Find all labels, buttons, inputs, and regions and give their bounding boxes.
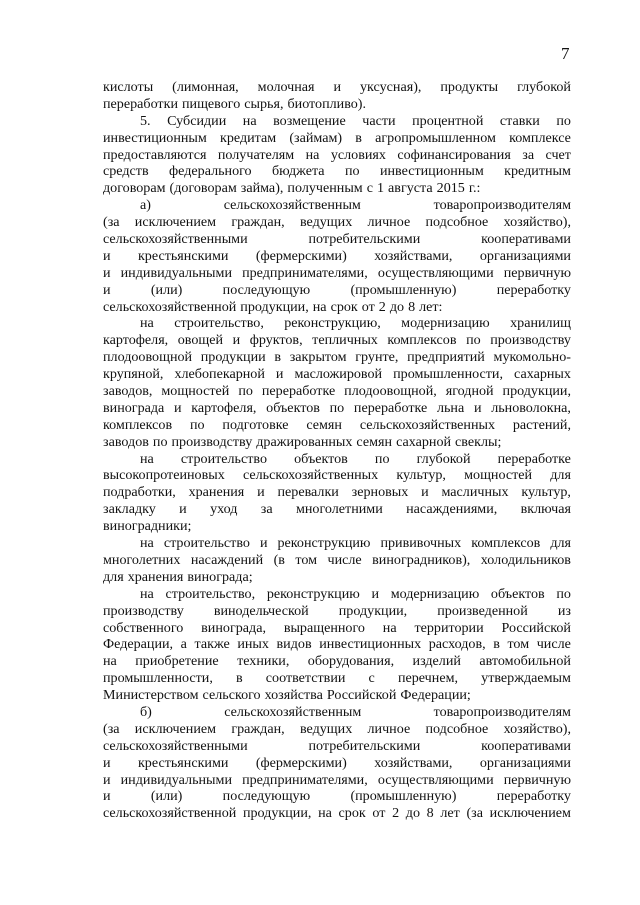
text-line: и (или) последующую (промышленную) переработку: [103, 788, 571, 805]
text-line: на строительство объектов по глубокой переработке: [140, 450, 571, 467]
text-line: инвестиционным кредитам (займам) в агропромышленном комплексе: [103, 129, 571, 146]
text-line: Министерством сельского хозяйства Российской Федерации;: [103, 687, 471, 704]
text-line: и крестьянскими (фермерскими) хозяйствами, организациями: [103, 247, 571, 264]
text-line: средств федерального бюджета по инвестиционным кредитным: [103, 163, 571, 180]
text-line: высокопротеиновых сельскохозяйственных культур, мощностей для: [103, 467, 571, 484]
text-line: на строительство, реконструкцию, модернизацию хранилищ: [140, 315, 571, 332]
text-line: картофеля, овощей и фруктов, тепличных комплексов по производству: [103, 332, 571, 349]
text-line: промышленности, в соответствии с перечнем, утверждаемым: [103, 670, 571, 687]
page-number: 7: [561, 44, 570, 63]
text-line: виноградники;: [103, 518, 192, 535]
text-line: и индивидуальными предпринимателями, осуществляющими первичную: [103, 264, 571, 281]
text-line: сельскохозяйственной продукции, на срок от 2 до 8 лет (за исключением: [103, 805, 571, 822]
text-line: винограда и картофеля, объектов по переработке льна и льноволокна,: [103, 399, 571, 416]
text-line: комплексов по подготовке семян сельскохозяйственных растений,: [103, 416, 571, 433]
text-line: производству винодельческой продукции, произведенной из: [103, 602, 571, 619]
text-line: собственного винограда, выращенного на территории Российской: [103, 619, 571, 636]
text-line: Федерации, а также иных видов инвестиционных расходов, в том числе: [103, 636, 571, 653]
text-line: на строительство и реконструкцию прививочных комплексов для: [140, 535, 571, 552]
text-line: договорам (договорам займа), полученным с 1 августа 2015 г.:: [103, 180, 481, 197]
text-line: заводов, мощностей по переработке плодоовощной, ягодной продукции,: [103, 383, 571, 400]
text-line: б) сельскохозяйственным товаропроизводителям: [140, 703, 571, 720]
text-line: заводов по производству дражированных семян сахарной свеклы;: [103, 433, 502, 450]
text-line: многолетних насаждений (в том числе виноградников), холодильников: [103, 551, 571, 568]
text-line: и крестьянскими (фермерскими) хозяйствами, организациями: [103, 754, 571, 771]
text-line: переработки пищевого сырья, биотопливо).: [103, 95, 367, 112]
text-line: и индивидуальными предпринимателями, осуществляющими первичную: [103, 771, 571, 788]
text-line: сельскохозяйственными потребительскими кооперативами: [103, 737, 571, 754]
text-line: плодоовощной продукции в закрытом грунте, предприятий мукомольно-: [103, 349, 571, 366]
text-line: для хранения винограда;: [103, 568, 253, 585]
text-line: на строительство, реконструкцию и модернизацию объектов по: [140, 585, 571, 602]
text-line: 5. Субсидии на возмещение части процентной ставки по: [140, 112, 571, 129]
text-line: и (или) последующую (промышленную) переработку: [103, 281, 571, 298]
text-line: (за исключением граждан, ведущих личное подсобное хозяйство),: [103, 720, 571, 737]
text-line: крупяной, хлебопекарной и масложировой промышленности, сахарных: [103, 366, 571, 383]
text-line: (за исключением граждан, ведущих личное подсобное хозяйство),: [103, 214, 571, 231]
text-line: на приобретение техники, оборудования, изделий автомобильной: [103, 653, 571, 670]
body-text: [103, 79, 571, 822]
text-line: закладку и уход за многолетними насаждениями, включая: [103, 501, 571, 518]
text-line: сельскохозяйственными потребительскими кооперативами: [103, 231, 571, 248]
text-line: а) сельскохозяйственным товаропроизводителям: [140, 197, 571, 214]
text-line: сельскохозяйственной продукции, на срок от 2 до 8 лет:: [103, 298, 443, 315]
text-line: подработки, хранения и перевалки зерновых и масличных культур,: [103, 484, 571, 501]
text-line: кислоты (лимонная, молочная и уксусная), продукты глубокой: [103, 79, 571, 95]
text-line: предоставляются получателям на условиях софинансирования за счет: [103, 146, 571, 163]
